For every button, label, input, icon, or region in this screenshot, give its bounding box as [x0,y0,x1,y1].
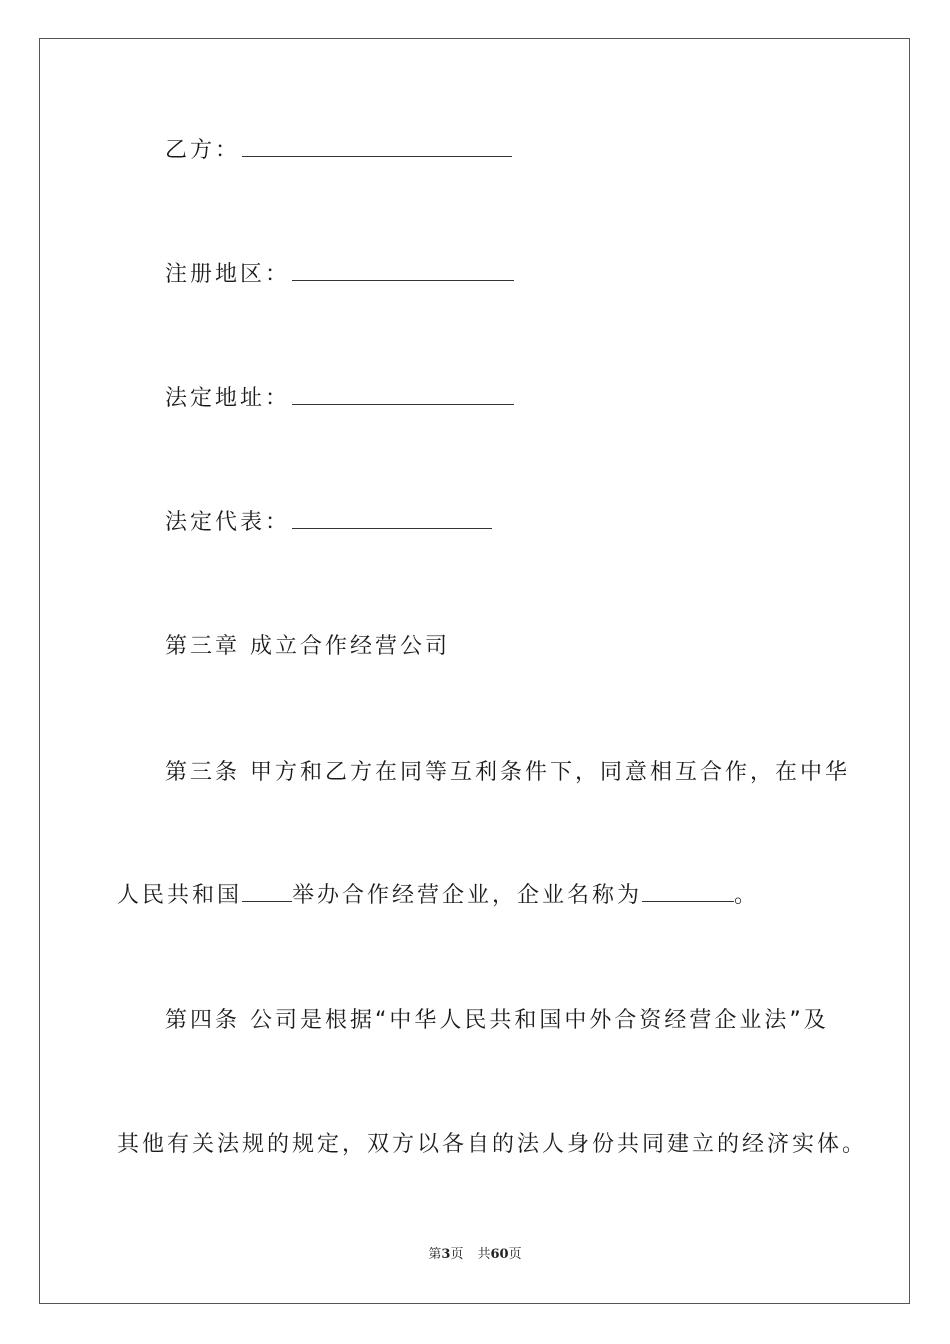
field-label: 法定代表： [165,510,291,535]
fill-in-blank[interactable] [242,881,292,902]
article-text: 人民共和国 [117,883,243,908]
current-page-number: 3 [441,1247,451,1262]
article-4-line-1: 第四条 公司是根据“中华人民共和国中外合资经营企业法”及 [165,1008,829,1033]
page-border [39,38,910,1304]
field-label: 注册地区： [165,262,291,287]
fill-in-blank[interactable] [292,384,514,405]
field-legal-address [165,384,514,414]
article-text: 。 [734,883,760,908]
chapter-title: 第三章 成立合作经营公司 [165,634,450,659]
footer-page-suffix: 页 [450,1247,464,1262]
page-footer [0,1246,950,1264]
field-label: 法定地址： [165,386,291,411]
footer-total-suffix: 页 [508,1247,522,1262]
article-text: 举办合作经营企业，企业名称为 [292,883,643,908]
fill-in-blank[interactable] [292,260,514,281]
field-label: 乙方： [165,138,241,163]
footer-prefix: 第 [428,1247,442,1262]
field-legal-representative [165,508,492,538]
fill-in-blank[interactable] [292,508,492,529]
fill-in-blank[interactable] [642,881,734,902]
footer-total-prefix: 共 [477,1247,491,1262]
field-registered-region [165,260,514,290]
article-4-line-2: 其他有关法规的规定，双方以各自的法人身份共同建立的经济实体。 [117,1132,868,1157]
field-party-b [165,136,512,166]
article-3-line-2 [117,881,759,911]
article-3-line-1: 第三条 甲方和乙方在同等互利条件下，同意相互合作，在中华 [165,760,850,785]
total-page-count: 60 [490,1247,509,1262]
fill-in-blank[interactable] [242,136,512,157]
